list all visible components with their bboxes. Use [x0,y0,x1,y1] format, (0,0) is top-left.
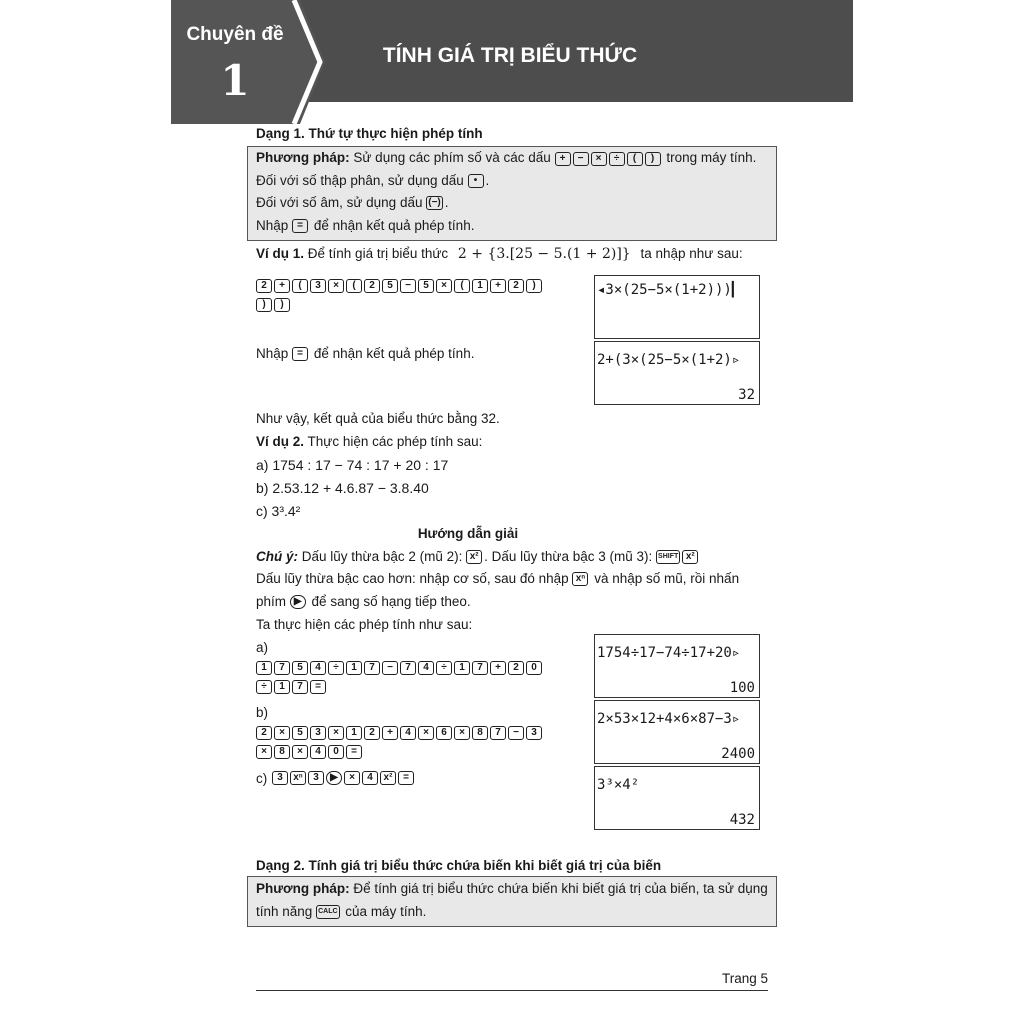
calculator-key: 4 [400,726,416,740]
solution-a-keys-row2 [256,679,328,697]
calculator-key: ) [256,298,272,312]
calculator-key: + [382,726,398,740]
calculator-key: 7 [292,680,308,694]
calculator-key: xⁿ [290,771,306,785]
chapter-number: 1 [220,56,250,105]
method-text: Sử dụng các phím số và các dấu [353,150,551,165]
calculator-key: + [490,279,506,293]
method-keys [555,154,663,165]
calculator-key: ) [526,279,542,293]
screen-b-input: 2×53×12+4×6×87−3▹ [597,711,741,727]
calculator-key: × [256,745,272,759]
calculator-key: ÷ [609,152,625,166]
screen-c-input: 3³×4² [597,777,640,793]
equals-key: = [292,347,308,361]
decimal-key: • [468,174,484,188]
negative-line: Đối với số âm, sử dụng dấu (−) . [256,195,449,210]
calculator-key: 5 [292,661,308,675]
calculator-screen-c [594,766,760,830]
example-2-a: a) 1754 : 17 − 74 : 17 + 20 : 17 [256,457,449,473]
solution-a-label: a) [256,640,269,655]
solution-c-keys [272,770,416,788]
calculator-key: 3 [310,279,326,293]
calculator-key: 2 [364,279,380,293]
calculator-key: 2 [256,726,272,740]
calculator-key: × [591,152,607,166]
screen-2-input: 2+(3×(25−5×(1+2)▹ [597,352,741,368]
calculator-key: + [274,279,290,293]
calculator-key: × [454,726,470,740]
calculator-key: × [328,726,344,740]
note-line-1: Chú ý: Dấu lũy thừa bậc 2 (mũ 2): x² . Dấu lũy thừa bậc 3 (mũ 3): SHIFT x² [256,548,700,566]
calculator-key: 8 [472,726,488,740]
calculator-key: 1 [274,680,290,694]
calculator-key: × [274,726,290,740]
calculator-key: 6 [436,726,452,740]
right-arrow-key: ▶ [290,595,306,609]
calculator-key: × [436,279,452,293]
calculator-key: ÷ [436,661,452,675]
solution-b-label: b) [256,705,269,720]
calculator-key: = [310,680,326,694]
example-1-keys-row1 [256,278,586,296]
calculator-key: 7 [472,661,488,675]
method-text2: trong máy tính. [666,150,757,165]
calculator-screen-b [594,700,760,764]
note-line-3: phím ▶ để sang số hạng tiếp theo. [256,594,471,609]
x-squared-key: x² [466,550,482,564]
calc-key: CALC [316,905,339,919]
section-1-title: Dạng 1. Thứ tự thực hiện phép tính [256,126,483,141]
calculator-key: 4 [310,661,326,675]
calculator-key: 7 [274,661,290,675]
calculator-key: 3 [526,726,542,740]
calculator-key: ) [274,298,290,312]
x-power-key: xⁿ [572,572,588,586]
calculator-key: ( [292,279,308,293]
calculator-key: − [400,279,416,293]
calculator-key: + [555,152,571,166]
example-2-c: c) 3³.4² [256,503,301,519]
calculator-key: 4 [310,745,326,759]
calculator-key: − [508,726,524,740]
shift-key: SHIFT [656,550,680,564]
calculator-key: 7 [490,726,506,740]
calculator-screen-2 [594,341,760,405]
calculator-key: 2 [508,661,524,675]
calculator-key: ÷ [328,661,344,675]
note-line-2: Dấu lũy thừa bậc cao hơn: nhập cơ số, sau đó nhập xⁿ và nhập số mũ, rồi nhấn [256,571,740,586]
method-label: Phương pháp: [256,150,350,165]
calculator-key: × [328,279,344,293]
calculator-key: = [398,771,414,785]
calculator-key: 3 [308,771,324,785]
screen-a-result: 100 [729,680,755,696]
calculator-key: 7 [400,661,416,675]
calculator-key: + [490,661,506,675]
equals-key: = [292,219,308,233]
example-1-enter: Nhập = để nhận kết quả phép tính. [256,346,475,361]
calculator-key: 5 [382,279,398,293]
calculator-key: 4 [418,661,434,675]
calculator-key: 4 [362,771,378,785]
calculator-key: ( [627,152,643,166]
calculator-key: − [382,661,398,675]
screen-c-result: 432 [729,812,755,828]
calculator-key: − [573,152,589,166]
calculator-key: 5 [418,279,434,293]
calculator-key: ( [346,279,362,293]
enter-line: Nhập = để nhận kết quả phép tính. [256,218,475,233]
calculator-screen-a [594,634,760,698]
calculator-key: 2 [508,279,524,293]
screen-a-input: 1754÷17−74÷17+20▹ [597,645,741,661]
calculator-key: 8 [274,745,290,759]
example-1-conclusion: Như vậy, kết quả của biểu thức bằng 32. [256,411,500,426]
calculator-key: 1 [346,726,362,740]
calculator-key: 0 [526,661,542,675]
calculator-key: 3 [272,771,288,785]
calculator-key: ) [645,152,661,166]
screen-1-input: ◂3×(25−5×(1+2)))▎ [597,282,741,298]
page-number: Trang 5 [721,971,768,986]
method-2-line-2: tính năng CALC của máy tính. [256,904,427,919]
screen-2-result: 32 [738,387,755,403]
example-2-intro: Ví dụ 2. Thực hiện các phép tính sau: [256,434,483,449]
solution-a-keys-row1 [256,660,586,678]
calculator-key: 1 [472,279,488,293]
decimal-line: Đối với số thập phân, sử dụng dấu • . [256,173,490,188]
method-line-1 [256,149,756,169]
calculator-screen-1 [594,275,760,339]
x-squared-key: x² [682,550,698,564]
calculator-key: 5 [292,726,308,740]
calculator-key: 0 [328,745,344,759]
calculator-key: ( [454,279,470,293]
page-title: TÍNH GIÁ TRỊ BIỂU THỨC [382,44,638,67]
calculator-key: = [346,745,362,759]
note-line-4: Ta thực hiện các phép tính như sau: [256,617,473,632]
negative-key: (−) [428,197,441,209]
example-1-intro: Ví dụ 1. Để tính giá trị biểu thức 2 + {3.[25 − 5.(1 + 2)]} ta nhập như sau: [256,246,743,262]
calculator-key: 7 [364,661,380,675]
solution-title: Hướng dẫn giải [417,526,519,541]
footer-rule [256,990,768,991]
calculator-key: 2 [364,726,380,740]
calculator-key: ▶ [326,771,342,785]
example-1-keys-row2 [256,297,292,315]
calculator-key: 1 [454,661,470,675]
calculator-key: 2 [256,279,272,293]
solution-b-keys-row1 [256,725,586,743]
calculator-key: 1 [346,661,362,675]
solution-b-keys-row2 [256,744,364,762]
calculator-key: × [292,745,308,759]
calculator-key: 1 [256,661,272,675]
method-2-line-1: Phương pháp: Để tính giá trị biểu thức chứa biến khi biết giá trị của biến, ta sử dụng [256,881,768,896]
calculator-key: × [418,726,434,740]
chapter-label: Chuyên đề [186,24,284,45]
calculator-key: 3 [310,726,326,740]
solution-c-label: c) [256,771,268,786]
screen-b-result: 2400 [721,746,755,762]
calculator-key: x² [380,771,396,785]
section-2-title: Dạng 2. Tính giá trị biểu thức chứa biến khi biết giá trị của biến [256,858,662,873]
calculator-key: ÷ [256,680,272,694]
example-2-b: b) 2.53.12 + 4.6.87 − 3.8.40 [256,480,429,496]
calculator-key: × [344,771,360,785]
example-1-expression: 2 + {3.[25 − 5.(1 + 2)]} [457,246,631,262]
